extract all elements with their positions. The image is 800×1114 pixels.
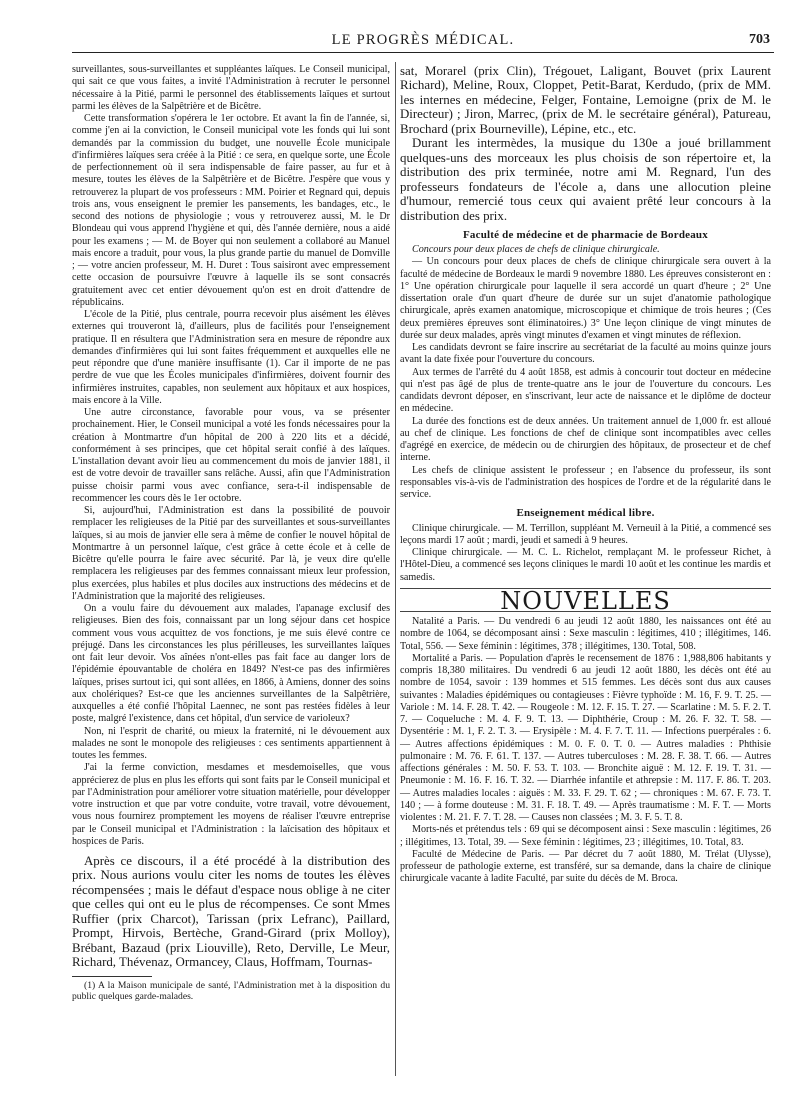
paragraph: Clinique chirurgicale. — M. C. L. Richelot, remplaçant M. le professeur Richet, à l'Hôtel-Dieu, a commencé ses leçons cliniques le mardi 10 août et les continue les mardis et samedis. — [400, 547, 771, 583]
prize-paragraph: Après ce discours, il a été procédé à la distribution des prix. Nous aurions voulu citer les noms de toutes les élèves récompensées ; mais le défaut d'espace nous oblige à ne citer que celles qui ont eu le plus de récompenses. Ce sont Mmes Ruffier (prix Charcot), Tarissan (prix Lefranc), Paillard, Prompt, Hirvois, Bertèche, Grand-Girard (prix Molloy), Brébant, Bazaud (prix Liouville), Reto, Derville, Le Meur, Richard, Thévenaz, Ormancey, Claus, Hoffmam, Tournas- — [72, 854, 390, 970]
news-item: Mortalité a Paris. — Population d'après le recensement de 1876 : 1,988,806 habitants y compris 18,380 militaires. Du vendredi 6 au jeudi 12 août 1880, les décès ont été au nombre de 1054, savoir : 139 hommes et 515 femmes. Les décès sont dus aux causes suivantes : Maladies épidémiques ou contagieuses : Fièvre typhoïde : M. 16, F. 9. T. 25. — Variole : M. 14. F. 28. T. 42. — Rougeole : M. 12. F. 15. T. 27. — Scarlatine : M. 5. F. 2. T. 7. — Coqueluche : M. 4. F. 9. T. 13. — Diphthérie, Croup : M. 26. F. 32. T. 58. — Dysentérie : M. 1, F. 2. T. 3. — Erysipèle : M. 4. F. 7. T. 11. — Infections puerpérales : 6. — Autres affections épidémiques : M. 0. F. 0. T. 0. — Autres maladies : Phthisie pulmonaire : M. 76. F. 61. T. 137. — Autres tuberculoses : M. 28. F. 38. T. 66. — Autres affections générales : M. 50. F. 53. T. 103. — Bronchite aiguë : M. 12. F. 19. T. 31. — Pneumonie : M. 16. F. 16. T. 32. — Diarrhée infantile et athrepsie : M. 117. F. 86. T. 203. — Autres maladies locales : aiguës : M. 33. F. 29. T. 62 ; — chroniques : M. 67. F. 73. T. 140 ; — à forme douteuse : M. 31. F. 18. T. 49. — Après traumatisme : M. F. T. — Morts violentes : M. 21. F. 7. T. 28. — Causes non classées ; M. 3. F. 5. T. 8. — [400, 652, 771, 824]
section-heading-bordeaux: Faculté de médecine et de pharmacie de Bordeaux — [463, 228, 708, 241]
paragraph: Clinique chirurgicale. — M. Terrillon, suppléant M. Verneuil à la Pitié, a commencé ses leçons mardi 17 août ; mardi, jeudi et samedi à 9 heures. — [400, 522, 771, 546]
paragraph: Cette transformation s'opérera le 1er octobre. Et avant la fin de l'année, si, comme j'en ai la conviction, le Conseil municipal vote les fonds qui lui sont demandés par la commission du budget, une nouvelle École municipale d'infirmières laïques sera créée à la Pitié : ce sera, en quelque sorte, une École de perfectionnement où il sera indispensable de faire passer, au fur et à mesure, toutes les élèves de la Salpêtrière et de Bicêtre. J'espère que vous y retrouverez la plupart de vos professeurs : MM. Poirier et Regnard qui, depuis trois ans, vous enseignent le premier les pansements, les bandages, etc., le second des notions de physiologie ; vous y retrouverez aussi, M. le Dr Blondeau qui vous apprend l'hygiène et qui, dès l'année dernière, nous a aidé pour les examens ; — M. de Boyer qui non seulement a collaboré au Manuel mais encore a traduit, pour vous, la plus grande partie du manuel de Domville ; — votre ancien professeur, M. H. Duret : Tous saisiront avec empressement cette occasion de poursuivre l'œuvre à laquelle ils se sont consacrés gratuitement avec cet entier dévouement qu'on est en droit d'attendre de républicains. — [72, 113, 390, 308]
news-item: Natalité a Paris. — Du vendredi 6 au jeudi 12 août 1880, les naissances ont été au nombre de 1064, se décomposant ainsi : Sexe masculin : légitimes, 410 ; illégitimes, 146. Total, 556. — Sexe féminin : légitimes, 378 ; illégitimes, 130. Total, 508. — [400, 616, 771, 652]
footnote-rule — [72, 976, 152, 977]
paragraph: Une autre circonstance, favorable pour vous, va se présenter prochainement. Hier, le Conseil municipal a voté les fonds nécessaires pour la création à Montmartre d'un hôpital de 200 à 220 lits et a décidé, conformément à ses principes, que cet hôpital serait confié à des laïques. L'installation devant avoir lieu au commencement du mois de janvier 1881, il est de votre devoir de travailler sans relâche. Aussi, afin que l'Administration puisse choisir parmi vous avec confiance, sera-t-il indispensable de recommencer les cours dès le 1er octobre. — [72, 407, 390, 504]
prize-paragraph-continued: sat, Morarel (prix Clin), Trégouet, Laligant, Bouvet (prix Laurent Richard), Meline, Roux, Cloppet, Petit-Barat, Kerdudo, (prix de MM. les internes en médecine, Felger, Fontaine, Lemoigne (prix de M. le Directeur) ; Jiron, Marrec, (prix de M. le secrétaire général), Patureau, Brochard (prix Bourneville), Lépine, etc., etc. — [400, 64, 771, 136]
section-subheading: Concours pour deux places de chefs de clinique chirurgicale. — [412, 244, 660, 256]
paragraph: — Un concours pour deux places de chefs de clinique chirurgicale sera ouvert à la faculté de médecine de Bordeaux le mardi 9 novembre 1880. Les épreuves consisteront en : 1° Une opération chirurgicale pour laquelle il sera accordé un quart d'heure ; 2° Une dissertation orale d'un quart d'heure de durée sur un sujet d'anatomie pathologique chirurgicale, après examen anatomique, microscopique et chimique de trois heures ; (Ces deux premières épreuves sont éliminatoires.) 3° Une leçon clinique de vingt minutes de durée sur deux malades, après vingt minutes d'examen et vingt minutes de réflexion. — [400, 256, 771, 341]
page-header — [72, 30, 774, 53]
page-number: 703 — [749, 32, 770, 47]
paragraph: La durée des fonctions est de deux années. Un traitement annuel de 1,000 fr. est alloué au chef de clinique. Les fonctions de chef de clinique sont incompatibles avec celles d'agrégé en exercice, de médecin ou de chirurgien des hôpitaux, de prosecteur et de chef interne. — [400, 415, 771, 464]
paragraph: Non, ni l'esprit de charité, ou mieux la fraternité, ni le dévouement aux malades ne sont le monopole des religieuses : ces sentiments appartiennent à toutes les femmes. — [72, 725, 390, 761]
paragraph: L'école de la Pitié, plus centrale, pourra recevoir plus aisément les élèves externes qui trouveront là, d'ailleurs, plus de facilités pour l'enseignement pratique. Il en résultera que l'Administration sera en mesure de répondre aux demandes d'infirmières qui lui sont faites fréquemment et auxquelles elle ne peut répondre que d'une manière insuffisante (1). Car il importe de ne pas perdre de vue que les Écoles municipales d'infirmières, doivent fournir des infirmières instruites, capables, non seulement aux hôpitaux et aux hospices, mais encore à la Ville. — [72, 309, 390, 406]
section-heading-enseignement: Enseignement médical libre. — [516, 507, 655, 520]
column-divider — [395, 62, 396, 1076]
nouvelles-heading: NOUVELLES — [500, 586, 671, 615]
paragraph: J'ai la ferme conviction, mesdames et mesdemoiselles, que vous apprécierez de plus en plus les efforts qui sont faits par le Conseil municipal et par l'Administration pour améliorer votre situation matérielle, pour développer votre instruction et que par votre conduite, votre travail, votre dévouement, vous nous fournirez promptement les moyens de réaliser l'œuvre entreprise par le Conseil municipal et l'Administration : la laïcisation des hôpitaux et hospices de Paris. — [72, 762, 390, 847]
news-item: Morts-nés et prétendus tels : 69 qui se décomposent ainsi : Sexe masculin : légitimes, 26 ; illégitimes, 13. Total, 39. — Sexe féminin : légitimes, 23 ; illégitimes, 10. Total, 83. — [400, 824, 771, 848]
paragraph: Durant les intermèdes, la musique du 130e a joué brillamment quelques-uns des morceaux les plus choisis de son répertoire et, la distribution des prix terminée, notre ami M. Regnard, l'un des professeurs fondateurs de l'école a, dans une allocution pleine d'humour, remercié tous ceux qui avaient prêté leur concours à la distribution des prix. — [400, 136, 771, 223]
paragraph: Les candidats devront se faire inscrire au secrétariat de la faculté au moins quinze jours avant la date fixée pour l'ouverture du concours. — [400, 342, 771, 366]
paragraph: Les chefs de clinique assistent le professeur ; en l'absence du professeur, ils sont responsables vis-à-vis de l'administration des hospices de l'ordre et de la régularité dans le service. — [400, 464, 771, 501]
left-column — [72, 64, 390, 1003]
running-title: LE PROGRÈS MÉDICAL. — [331, 32, 515, 48]
paragraph: Aux termes de l'arrêté du 4 août 1858, est admis à concourir tout docteur en médecine qui n'est pas âgé de plus de trente-quatre ans le jour de l'ouverture du concours. Les candidats devront déposer, en s'inscrivant, leur acte de naissance et le diplôme de docteur en médecine. — [400, 366, 771, 415]
news-item: Faculté de Médecine de Paris. — Par décret du 7 août 1880, M. Trélat (Ulysse), professeur de pathologie externe, est transféré, sur sa demande, dans la chaire de clinique chirurgicale vacante à ladite Faculté, par suite du décès de M. Broca. — [400, 848, 771, 885]
right-column — [400, 64, 771, 886]
paragraph: surveillantes, sous-surveillantes et suppléantes laïques. Le Conseil municipal, qui sait ce que vous faites, a invité l'Administration à recruter le personnel nécessaire à la Pitié, parmi le personnel des établissements laïques et surtout parmi les élèves de la Salpêtrière et de Bicêtre. — [72, 64, 390, 112]
paragraph: On a voulu faire du dévouement aux malades, l'apanage exclusif des religieuses. Bien des fois, connaissant par un long séjour dans cet hospice comment vous vous acquittez de vos fonctions, je me suis élevé contre ce préjugé. Dans les circonstances les plus périlleuses, les surveillantes laïques ont fait leur devoir. Vos aînées n'ont-elles pas fait face au danger lors de l'épidémie épouvantable de choléra en 1849? N'est-ce pas des infirmières laïques, prises surtout ici, qui sont allées, en 1866, à Amiens, donner des soins aux cholériques? Est-ce que les anciennes surveillantes de la Salpêtrière, auxquelles a été confié l'hôpital Laennec, ne sont pas restées fidèles à leur poste, malgré l'existence, dans cet hôpital, d'un service de varioleux? — [72, 603, 390, 725]
footnote: (1) A la Maison municipale de santé, l'Administration met à la disposition du public quelques garde-malades. — [72, 979, 390, 1003]
paragraph: Si, aujourd'hui, l'Administration est dans la possibilité de pouvoir remplacer les religieuses de la Pitié par des surveillantes et sous-surveillantes laïques, si au mois de janvier elle sera à même de confier le nouvel hôpital de Montmartre à un personnel laïque, c'est grâce à cette école et à celle de Bicêtre qu'elle pourra le faire avec sécurité. Par là, je veux dire qu'elle remplacera les religieuses par des femmes connaissant mieux leur profession, plus exercées, plus habiles et plus dociles aux instructions des médecins et de l'Administration que la majorité des religieuses. — [72, 505, 390, 602]
